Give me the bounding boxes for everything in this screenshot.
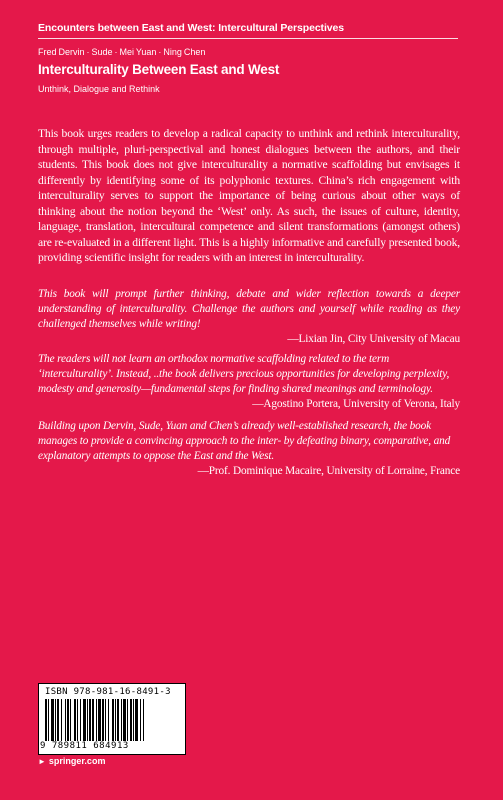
book-title: Interculturality Between East and West: [38, 62, 280, 77]
isbn-barcode: [38, 683, 186, 755]
barcode-bar: [127, 699, 128, 741]
review-quote-attribution: —Agostino Portera, University of Verona, Italy: [252, 398, 460, 410]
authors: Fred Dervin · Sude · Mei Yuan · Ning Chen: [38, 47, 206, 57]
series-title: Encounters between East and West: Intercultural Perspectives: [38, 22, 344, 34]
barcode-bar: [83, 699, 86, 741]
review-quote: [38, 287, 460, 347]
barcode-bar: [140, 699, 141, 741]
review-quote: [38, 419, 460, 479]
review-quote-attribution: —Lixian Jin, City University of Macau: [287, 333, 460, 345]
barcode-bar: [80, 699, 81, 741]
barcode-bar: [57, 699, 59, 741]
barcode-bar: [74, 699, 76, 741]
publisher-link-label: springer.com: [48, 756, 106, 766]
barcode-bar: [115, 699, 116, 741]
barcode-bar: [133, 699, 134, 741]
arrow-right-icon: ►: [38, 756, 46, 766]
barcode-bar: [108, 699, 109, 741]
review-quote: [38, 352, 460, 412]
barcode-bar: [121, 699, 122, 741]
barcode-bar: [87, 699, 88, 741]
series-divider: [38, 38, 458, 39]
barcode-bars: [45, 699, 179, 741]
barcode-bar: [143, 699, 144, 741]
barcode-bar: [102, 699, 104, 741]
barcode-bar: [65, 699, 66, 741]
barcode-bar: [105, 699, 106, 741]
barcode-bar: [123, 699, 126, 741]
barcode-bar: [67, 699, 69, 741]
barcode-bar: [70, 699, 71, 741]
review-quote-text: This book will prompt further thinking, debate and wider reflection towards a deeper understanding of interculturality. Challenge the authors and yourself while reading as they challenged themselves while writing!: [38, 288, 460, 330]
barcode-bar: [77, 699, 78, 741]
barcode-bar: [92, 699, 94, 741]
review-quote-text: Building upon Dervin, Sude, Yuan and Chen’s already well-established research, the book manages to provide a convincing approach to the inter- by defeating binary, comparative, and explanatory attempts to oppose the East and the West.: [38, 420, 451, 462]
publisher-link[interactable]: [38, 756, 105, 766]
barcode-bar: [96, 699, 97, 741]
ean-digits: 9 789811 684913: [40, 741, 129, 751]
barcode-bar: [112, 699, 114, 741]
barcode-bar: [51, 699, 54, 741]
barcode-bar: [61, 699, 62, 741]
barcode-bar: [45, 699, 47, 741]
review-quote-text: The readers will not learn an orthodox normative scaffolding related to the term ‘interculturality’. Instead, ..the book delivers precious opportunities for developing perplexity, modesty and generosity—fundamental steps for finding shared meanings and terminology.: [38, 353, 450, 395]
barcode-bar: [135, 699, 138, 741]
barcode-bar: [117, 699, 119, 741]
barcode-bar: [48, 699, 49, 741]
book-subtitle: Unthink, Dialogue and Rethink: [38, 84, 160, 94]
isbn-label: ISBN 978-981-16-8491-3: [45, 687, 171, 697]
barcode-bar: [130, 699, 132, 741]
book-description: This book urges readers to develop a radical capacity to unthink and rethink interculturality, through multiple, pluri-perspectival and honest dialogues between the authors, and their students. This book does not give interculturality a normative scaffolding but envisages it differently by identifying some of its polyphonic textures. China’s rich engagement with interculturality serves to support the importance of being curious about other ways of thinking about the notion beyond the ‘West’ only. As such, the issues of culture, identity, language, translation, intercultural competence and silent transformations (amongst others) are re-evaluated in a different light. This is a highly informative and carefully presented book, providing scientific insight for readers with an interest in interculturality.: [38, 127, 460, 264]
barcode-bar: [55, 699, 56, 741]
barcode-bar: [98, 699, 101, 741]
review-quote-attribution: —Prof. Dominique Macaire, University of Lorraine, France: [197, 465, 460, 477]
barcode-bar: [89, 699, 91, 741]
